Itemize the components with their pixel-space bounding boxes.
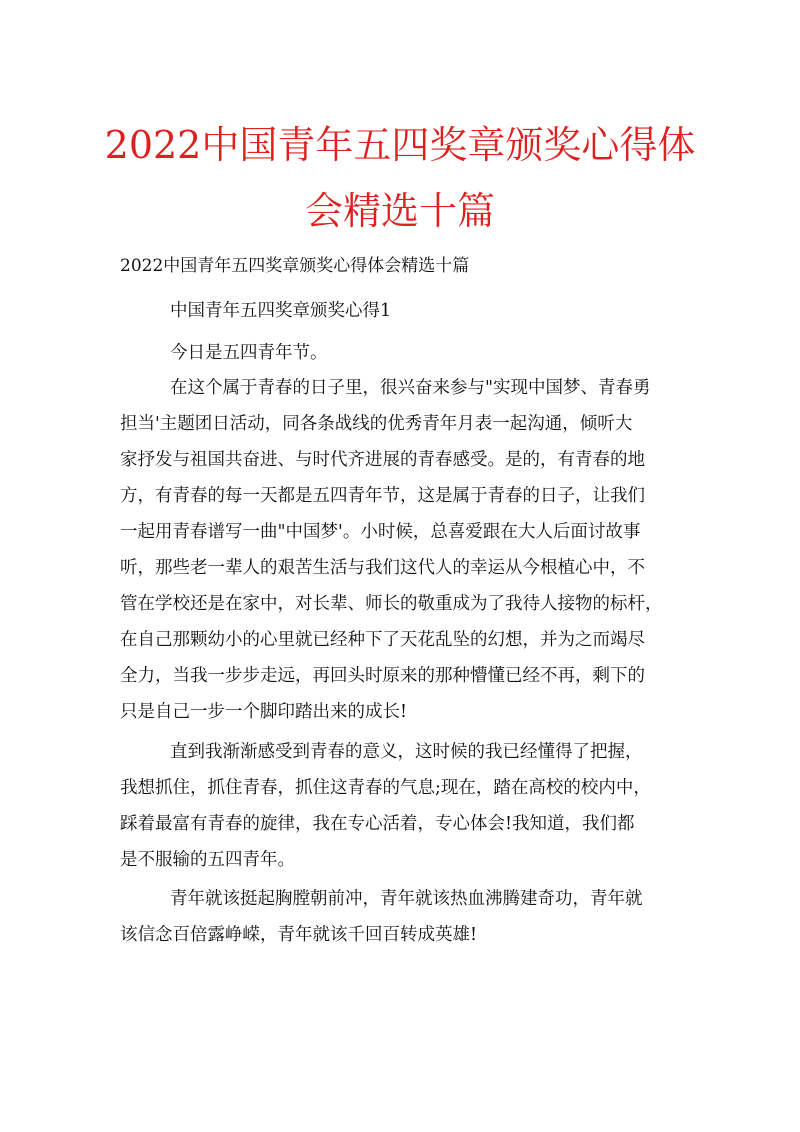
document-subtitle: 2022中国青年五四奖章颁奖心得体会精选十篇 [120, 256, 470, 276]
paragraph-1: 今日是五四青年节。 [170, 343, 328, 363]
paragraph-line: 直到我渐渐感受到青春的意义，这时候的我已经懂得了把握， [170, 742, 643, 762]
paragraph-line: 担当'主题团日活动，同各条战线的优秀青年月表一起沟通，倾听大 [120, 414, 633, 434]
document-title-line-2: 会精选十篇 [304, 189, 495, 233]
document-title-line-1: 2022中国青年五四奖章颁奖心得体 [104, 123, 696, 167]
paragraph-line: 是不服输的五四青年。 [120, 850, 295, 870]
paragraph-line: 一起用青春谱写一曲"中国梦'。小时候，总喜爱跟在大人后面讨故事 [120, 522, 641, 542]
paragraph-line: 青年就该挺起胸膛朝前冲，青年就该热血沸腾建奇功，青年就 [170, 889, 643, 909]
paragraph-line: 在自己那颗幼小的心里就已经种下了天花乱坠的幻想，并为之而竭尽 [120, 630, 645, 650]
paragraph-line: 只是自己一步一个脚印踏出来的成长! [120, 702, 408, 722]
paragraph-line: 听，那些老一辈人的艰苦生活与我们这代人的幸运从今根植心中，不 [120, 558, 645, 578]
paragraph-line: 在这个属于青春的日子里，很兴奋来参与"实现中国梦、青春勇 [170, 378, 651, 398]
paragraph-line: 该信念百倍露峥嵘，青年就该千回百转成英雄! [120, 925, 478, 945]
section-heading: 中国青年五四奖章颁奖心得1 [170, 301, 392, 321]
paragraph-line: 方，有青春的每一天都是五四青年节，这是属于青春的日子，让我们 [120, 486, 645, 506]
paragraph-line: 管在学校还是在家中，对长辈、师长的敬重成为了我待人接物的标杆， [120, 594, 663, 614]
paragraph-line: 我想抓住，抓住青春，抓住这青春的气息;现在，踏在高校的校内中， [120, 778, 651, 798]
paragraph-line: 踩着最富有青春的旋律，我在专心活着，专心体会!我知道，我们都 [120, 814, 635, 834]
paragraph-line: 家抒发与祖国共奋进、与时代齐进展的青春感受。是的，有青春的地 [120, 450, 645, 470]
paragraph-line: 全力，当我一步步走远，再回头时原来的那种懵懂已经不再，剩下的 [120, 666, 645, 686]
